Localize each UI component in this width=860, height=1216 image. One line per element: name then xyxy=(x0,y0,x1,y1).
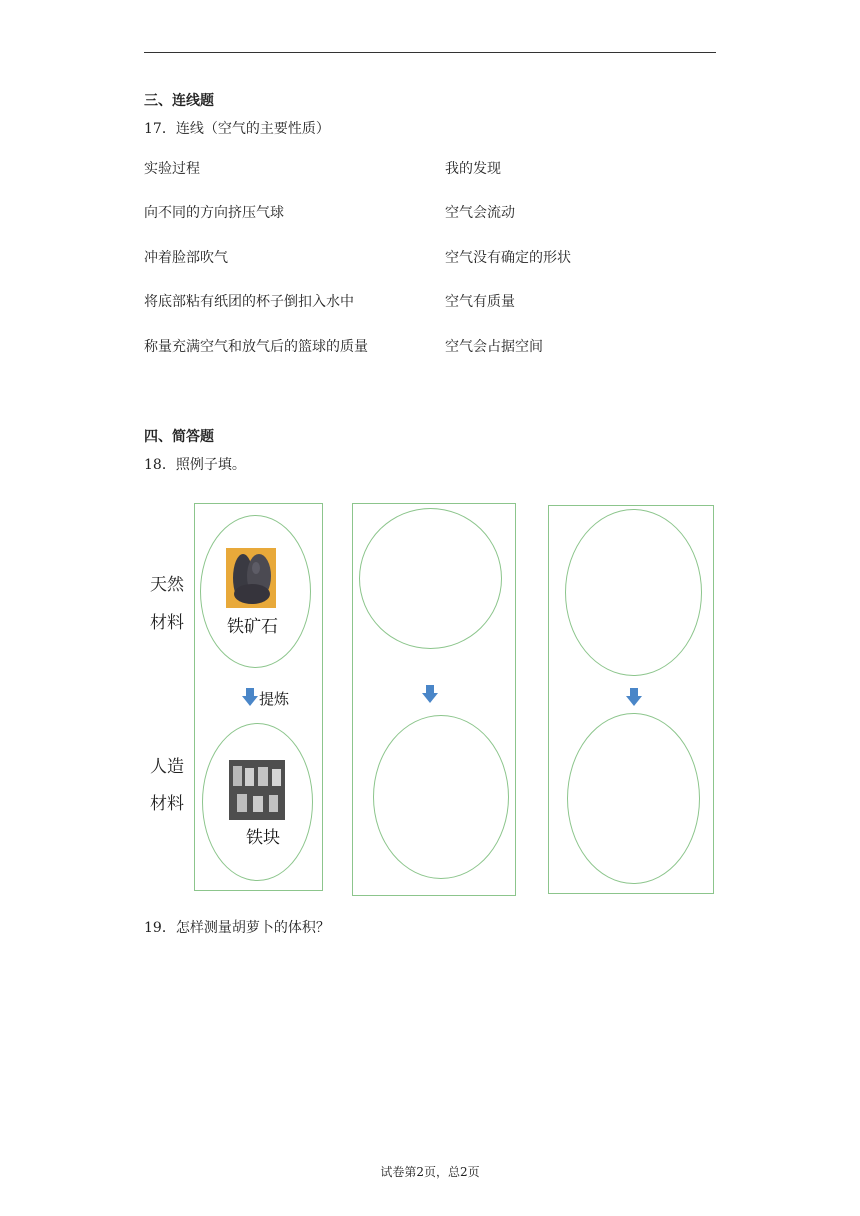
side-label-natural: 材料 xyxy=(150,613,184,633)
side-label-natural: 天然 xyxy=(150,575,184,595)
page-footer: 试卷第2页，总2页 xyxy=(380,1165,480,1179)
section-heading-short-answer: 四、简答题 xyxy=(144,429,214,445)
finding-item[interactable]: 空气没有确定的形状 xyxy=(445,250,571,266)
natural-material-blank-oval[interactable] xyxy=(565,509,702,676)
header-rule xyxy=(144,52,716,53)
question-18: 18．照例子填。 xyxy=(144,457,246,473)
column-header-finding: 我的发现 xyxy=(445,161,501,177)
down-arrow-icon xyxy=(241,687,259,707)
natural-material-blank-oval[interactable] xyxy=(359,508,502,649)
side-label-man-made: 材料 xyxy=(150,794,184,814)
man-made-material-blank-oval[interactable] xyxy=(567,713,700,884)
man-made-material-blank-oval[interactable] xyxy=(373,715,509,879)
question-19: 19．怎样测量胡萝卜的体积？ xyxy=(144,920,330,936)
side-label-man-made: 人造 xyxy=(150,757,184,777)
down-arrow-icon xyxy=(625,687,643,707)
process-item[interactable]: 冲着脸部吹气 xyxy=(144,250,228,266)
finding-item[interactable]: 空气会流动 xyxy=(445,205,515,221)
refine-label: 提炼 xyxy=(259,690,290,708)
down-arrow-icon xyxy=(421,684,439,704)
iron-ore-label: 铁矿石 xyxy=(227,617,278,637)
process-item[interactable]: 将底部粘有纸团的杯子倒扣入水中 xyxy=(144,294,354,310)
finding-item[interactable]: 空气有质量 xyxy=(445,294,515,310)
question-17: 17．连线（空气的主要性质） xyxy=(144,121,330,137)
process-item[interactable]: 向不同的方向挤压气球 xyxy=(144,205,284,221)
iron-block-label: 铁块 xyxy=(246,828,280,848)
iron-block-image xyxy=(229,760,285,820)
process-item[interactable]: 称量充满空气和放气后的篮球的质量 xyxy=(144,339,368,355)
column-header-process: 实验过程 xyxy=(144,161,200,177)
iron-ore-image xyxy=(226,548,276,608)
finding-item[interactable]: 空气会占据空间 xyxy=(445,339,543,355)
section-heading-matching: 三、连线题 xyxy=(144,93,214,109)
